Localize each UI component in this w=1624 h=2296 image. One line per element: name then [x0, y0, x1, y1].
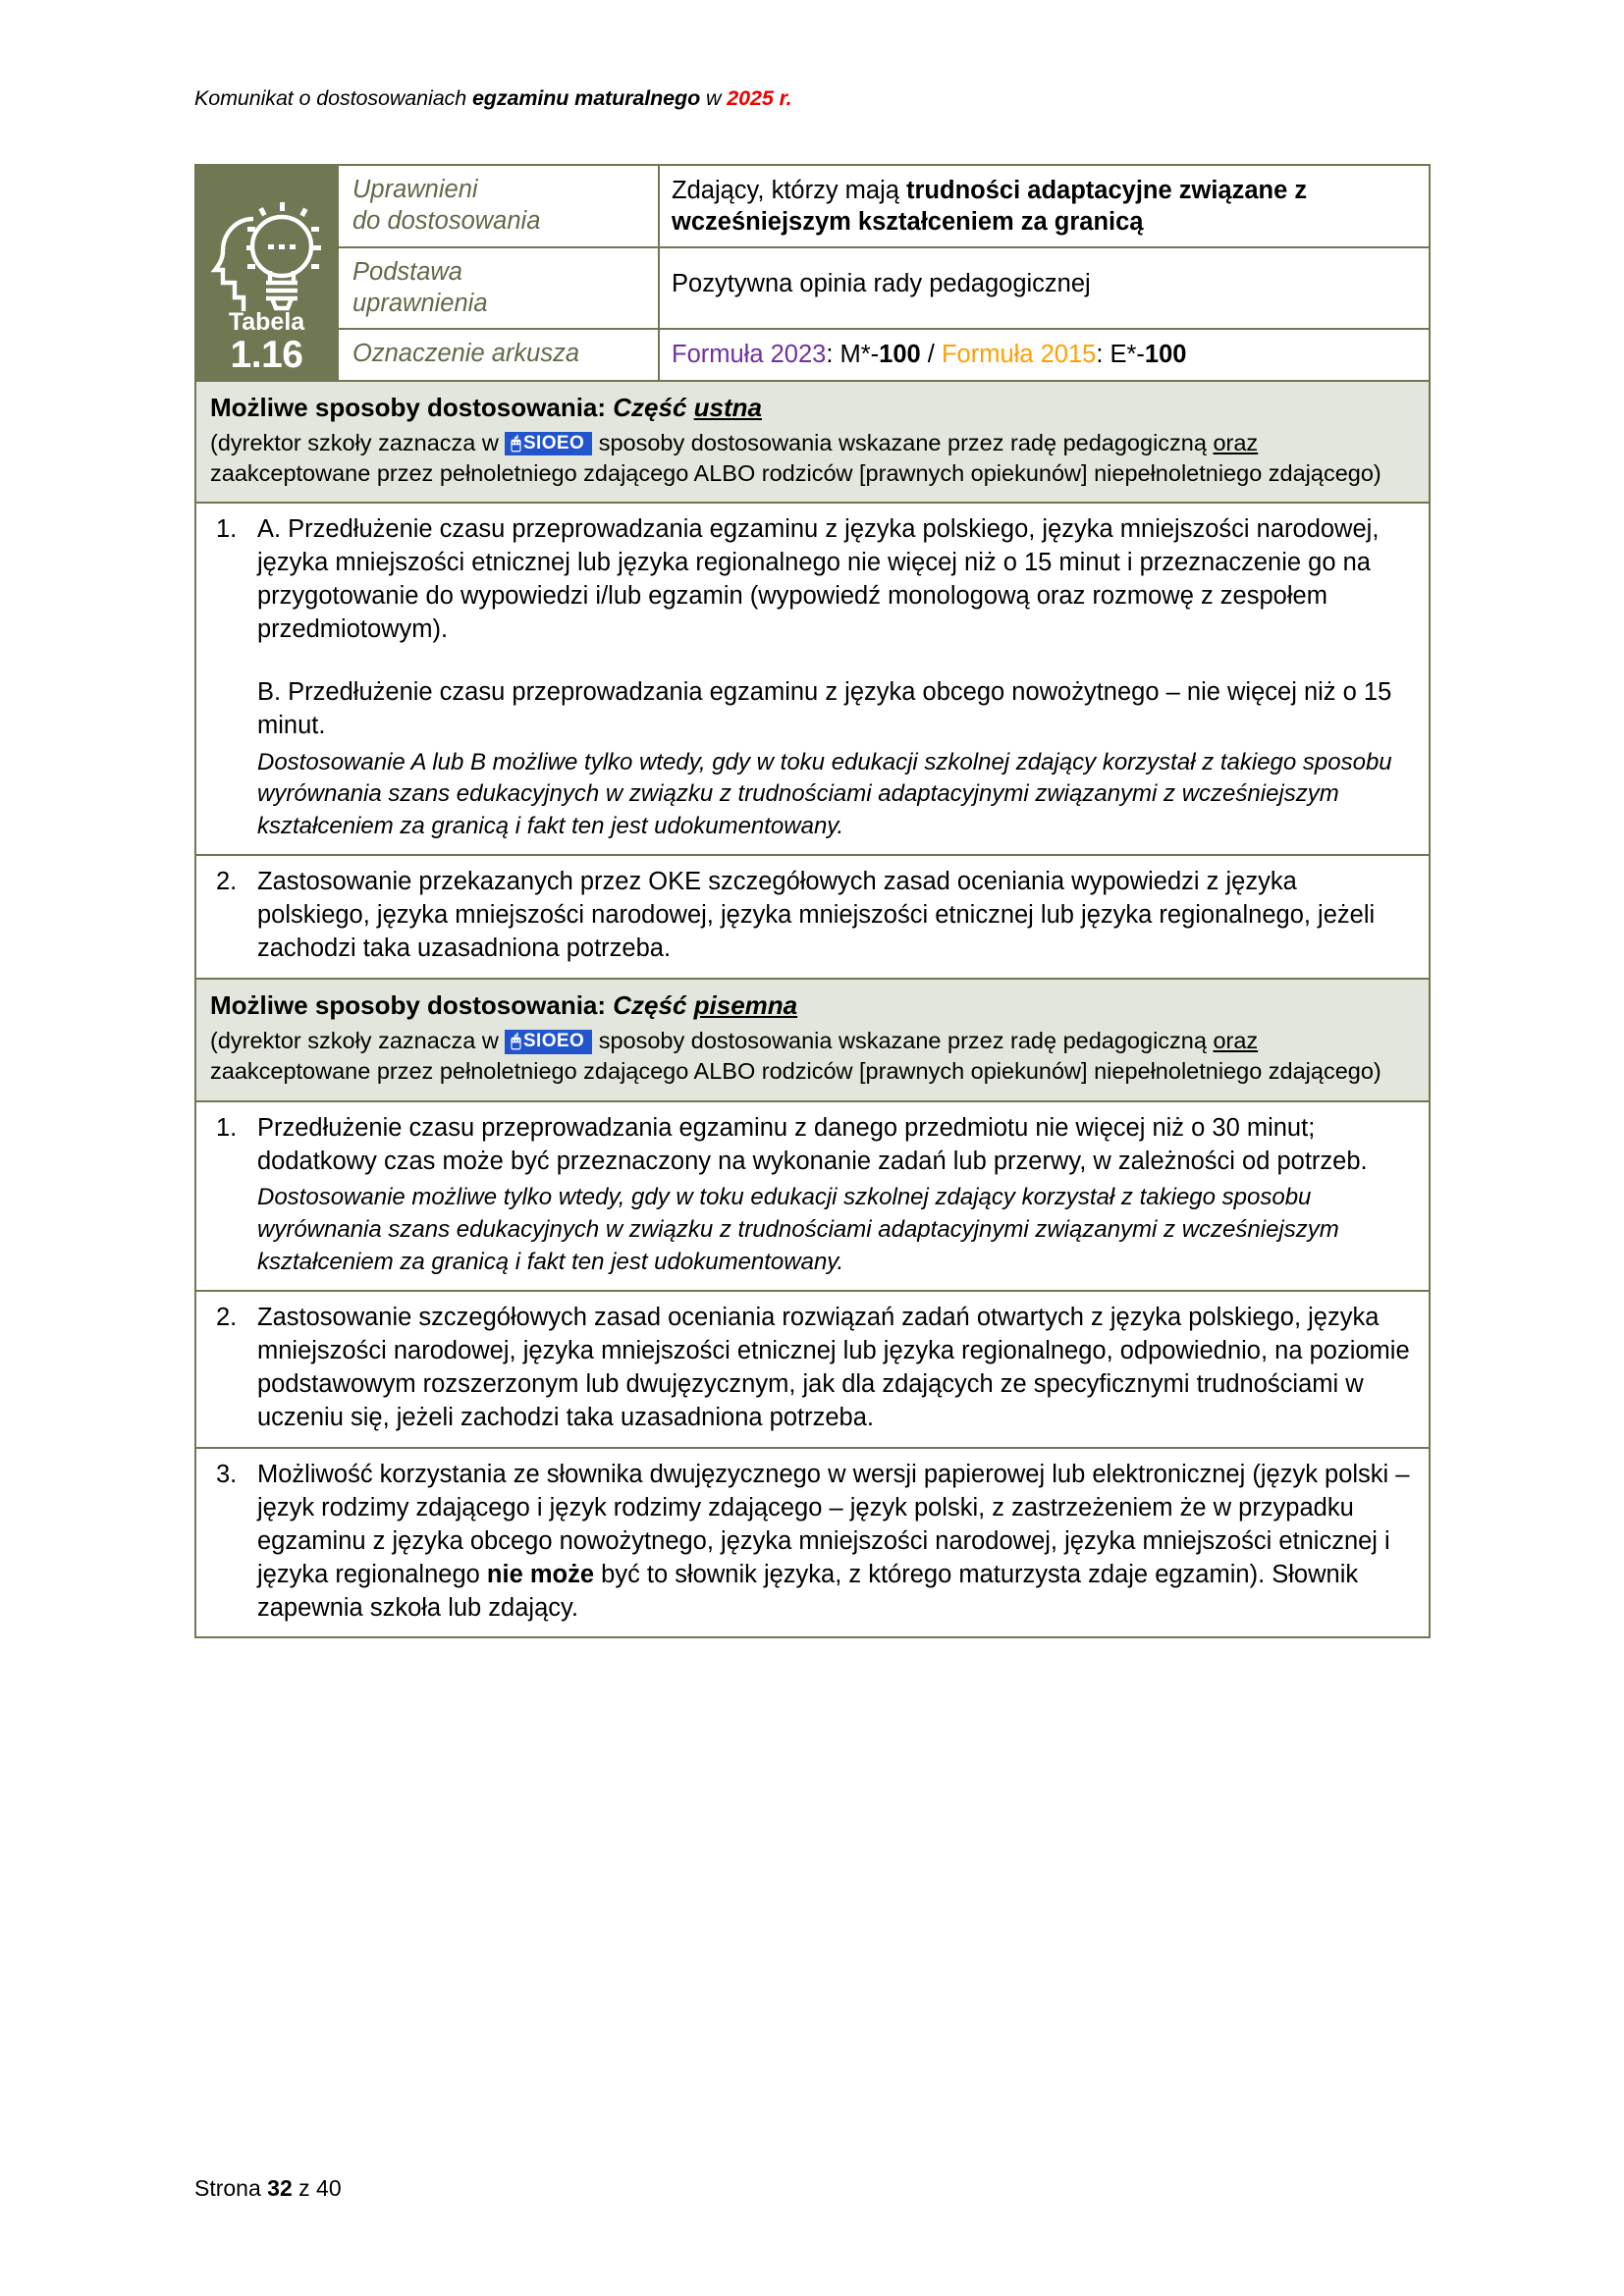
hand-click-icon: 🖱 [511, 1032, 521, 1051]
list-item-written-2 [195, 1291, 1430, 1448]
band-written-title-underline: pisemna [693, 990, 798, 1021]
formula-2015-code: 100 [1144, 341, 1187, 369]
running-header-prefix: Komunikat o dostosowaniach [194, 86, 472, 110]
sioeo-badge[interactable] [505, 1030, 592, 1054]
formula-2023-label: Formuła 2023 [672, 341, 827, 369]
running-header-bold: egzaminu maturalnego [471, 86, 701, 110]
list-item-oral-2 [195, 855, 1430, 979]
band-written [195, 979, 1430, 1101]
band-written-sub-a: (dyrektor szkoły zaznacza w [210, 1028, 506, 1054]
page-footer [194, 2175, 342, 2202]
band-oral-sub-c: zaakceptowane przez pełnoletniego zdającego ALBO rodziców [prawnych opiekunów] niepełnoletniego zdającego) [210, 459, 1381, 486]
table-row-basis [195, 247, 1430, 329]
label-basis-line1: Podstawa [352, 258, 462, 287]
table-badge-word: Tabela [228, 307, 305, 336]
label-eligible [338, 165, 659, 247]
paragraph-gap [257, 647, 1415, 676]
value-basis: Pozytywna opinia rady pedagogicznej [659, 247, 1430, 329]
band-oral-sub-a: (dyrektor szkoły zaznacza w [210, 429, 506, 455]
band-written-title-italic: Część [613, 990, 694, 1021]
item-number: 1. [216, 1113, 238, 1142]
hand-click-icon: 🖱 [511, 433, 521, 453]
band-oral-title-italic: Część [613, 392, 694, 422]
running-header-middle: w [700, 86, 728, 110]
item-paragraph: Zastosowanie przekazanych przez OKE szczegółowych zasad oceniania wypowiedzi z języka polskiego, języka mniejszości narodowej, języka mniejszości etnicznej lub języka regionalnego, jeżeli zachodzi taka uzasadniona potrzeba. [257, 868, 1376, 963]
section-band-written [195, 979, 1430, 1101]
item-paragraph: B. Przedłużenie czasu przeprowadzania egzaminu z języka obcego nowożytnego – nie więcej niż o 15 minut. [257, 677, 1392, 739]
band-written-sub-b: sposoby dostosowania wskazane przez radę pedagogiczną [592, 1028, 1214, 1054]
item-paragraph: Zastosowanie szczegółowych zasad oceniania rozwiązań zadań otwartych z języka polskiego, języka mniejszości narodowej, języka mniejszości etnicznej lub języka regionalnego, odpowiednio, na poziomie podstawowym rozszerzonym lub dwujęzycznym, jak dla zdających ze specyficznymi trudnościami w uczeniu się, jeżeli zachodzi taka uzasadniona potrzeba. [257, 1304, 1410, 1432]
running-header-year: 2025 r. [727, 86, 792, 110]
ellipsis-dots [268, 244, 296, 249]
list-item-written-3 [195, 1448, 1430, 1638]
item-number: 2. [216, 868, 238, 896]
formula-2015-sep: : E*- [1096, 341, 1145, 369]
band-oral-sub [210, 428, 1415, 490]
value-eligible [659, 165, 1430, 247]
band-oral-sub-underline: oraz [1213, 429, 1259, 455]
item-body [257, 866, 1415, 966]
band-oral-title [210, 393, 1415, 423]
band-oral-title-plain: Możliwe sposoby dostosowania: [210, 392, 614, 422]
sioeo-badge-label: SIOEO [522, 1031, 585, 1052]
list-item-written-1 [195, 1101, 1430, 1292]
band-written-sub-underline: oraz [1213, 1028, 1259, 1054]
head-lightbulb-icon [207, 200, 327, 316]
item-paragraph: Przedłużenie czasu przeprowadzania egzaminu z danego przedmiotu nie więcej niż o 30 minut; dodatkowy czas może być przeznaczony na wykonanie zadań lub przerwy, w zależności od potrzeb. [257, 1113, 1368, 1175]
footer-suffix: z 40 [292, 2175, 342, 2201]
label-eligible-line2: do dostosowania [352, 206, 541, 235]
formula-2023-code: 100 [879, 341, 921, 369]
formula-2023-sep: : M*- [826, 341, 880, 369]
item-body [257, 1112, 1415, 1279]
label-basis [338, 247, 659, 329]
item-body [257, 1302, 1415, 1435]
item-number: 3. [216, 1460, 238, 1488]
table-row-sheet-code [195, 329, 1430, 380]
item-paragraph: A. Przedłużenie czasu przeprowadzania egzaminu z języka polskiego, języka mniejszości narodowej, języka mniejszości etnicznej lub języka regionalnego nie więcej niż o 15 minut i przeznaczenie go na przygotowanie do wypowiedzi i/lub egzamin (wypowiedź monologową oraz rozmowę z zespołem przedmiotowym). [257, 515, 1380, 643]
band-written-sub-c: zaakceptowane przez pełnoletniego zdającego ALBO rodziców [prawnych opiekunów] niepełnoletniego zdającego) [210, 1058, 1381, 1085]
item-note: Dostosowanie możliwe tylko wtedy, gdy w toku edukacji szkolnej zdający korzystał z takiego sposobu wyrównania szans edukacyjnych w związku z trudnościami adaptacyjnymi związanymi z wcześniejszym kształceniem za granicą i fakt ten jest udokumentowany. [257, 1184, 1339, 1275]
item-note: Dostosowanie A lub B możliwe tylko wtedy, gdy w toku edukacji szkolnej zdający korzystał z takiego sposobu wyrównania szans edukacyjnych w związku z trudnościami adaptacyjnymi związanymi z wcześniejszym kształceniem za granicą i fakt ten jest udokumentowany. [257, 748, 1392, 839]
list-item-oral-1 [195, 503, 1430, 855]
value-eligible-bold: trudności adaptacyjne związane z wcześniejszym kształceniem za granicą [672, 177, 1308, 237]
item-body [257, 1459, 1415, 1626]
band-oral-sub-b: sposoby dostosowania wskazane przez radę pedagogiczną [592, 429, 1214, 455]
item-rich-before: Możliwość korzystania ze słownika dwujęzycznego w wersji papierowej lub elektronicznej (język polski – język rodzimy zdającego i język rodzimy zdającego – język polski, z zastrzeżeniem że w przypadku egzaminu z języka obcego nowożytnego, języka mniejszości narodowej, języka mniejszości etnicznej i języka regionalnego [257, 1460, 1410, 1588]
item-body [257, 513, 1415, 842]
sioeo-badge[interactable] [505, 432, 592, 456]
item-paragraph-rich [257, 1459, 1415, 1626]
label-eligible-line1: Uprawnieni [352, 176, 478, 203]
formula-2015-label: Formuła 2015 [941, 341, 1097, 369]
formula-divider: / [920, 341, 942, 369]
footer-prefix: Strona [194, 2175, 268, 2201]
table-badge-number: 1.16 [230, 333, 303, 376]
sioeo-badge-label: SIOEO [522, 432, 585, 454]
value-sheet-code [659, 329, 1430, 380]
section-band-oral [195, 381, 1430, 504]
item-rich-bold: nie może [486, 1560, 595, 1588]
table-row-eligible [195, 165, 1430, 247]
footer-page-number: 32 [267, 2175, 293, 2201]
value-eligible-plain: Zdający, którzy mają [672, 177, 907, 204]
item-number: 2. [216, 1304, 238, 1332]
running-header [194, 86, 792, 111]
label-basis-line2: uprawnienia [352, 289, 488, 317]
band-written-sub [210, 1026, 1415, 1088]
item-number: 1. [216, 515, 238, 544]
band-written-title [210, 990, 1415, 1021]
band-oral-title-underline: ustna [693, 392, 762, 422]
adaptation-table [194, 164, 1431, 1638]
item-rich-after: być to słownik języka, z którego maturzysta zdaje egzamin). Słownik zapewnia szkoła lub zdający. [257, 1560, 1359, 1622]
table-badge-cell [195, 165, 338, 381]
band-oral [195, 381, 1430, 504]
band-written-title-plain: Możliwe sposoby dostosowania: [210, 990, 614, 1021]
label-sheet-code: Oznaczenie arkusza [338, 329, 659, 380]
